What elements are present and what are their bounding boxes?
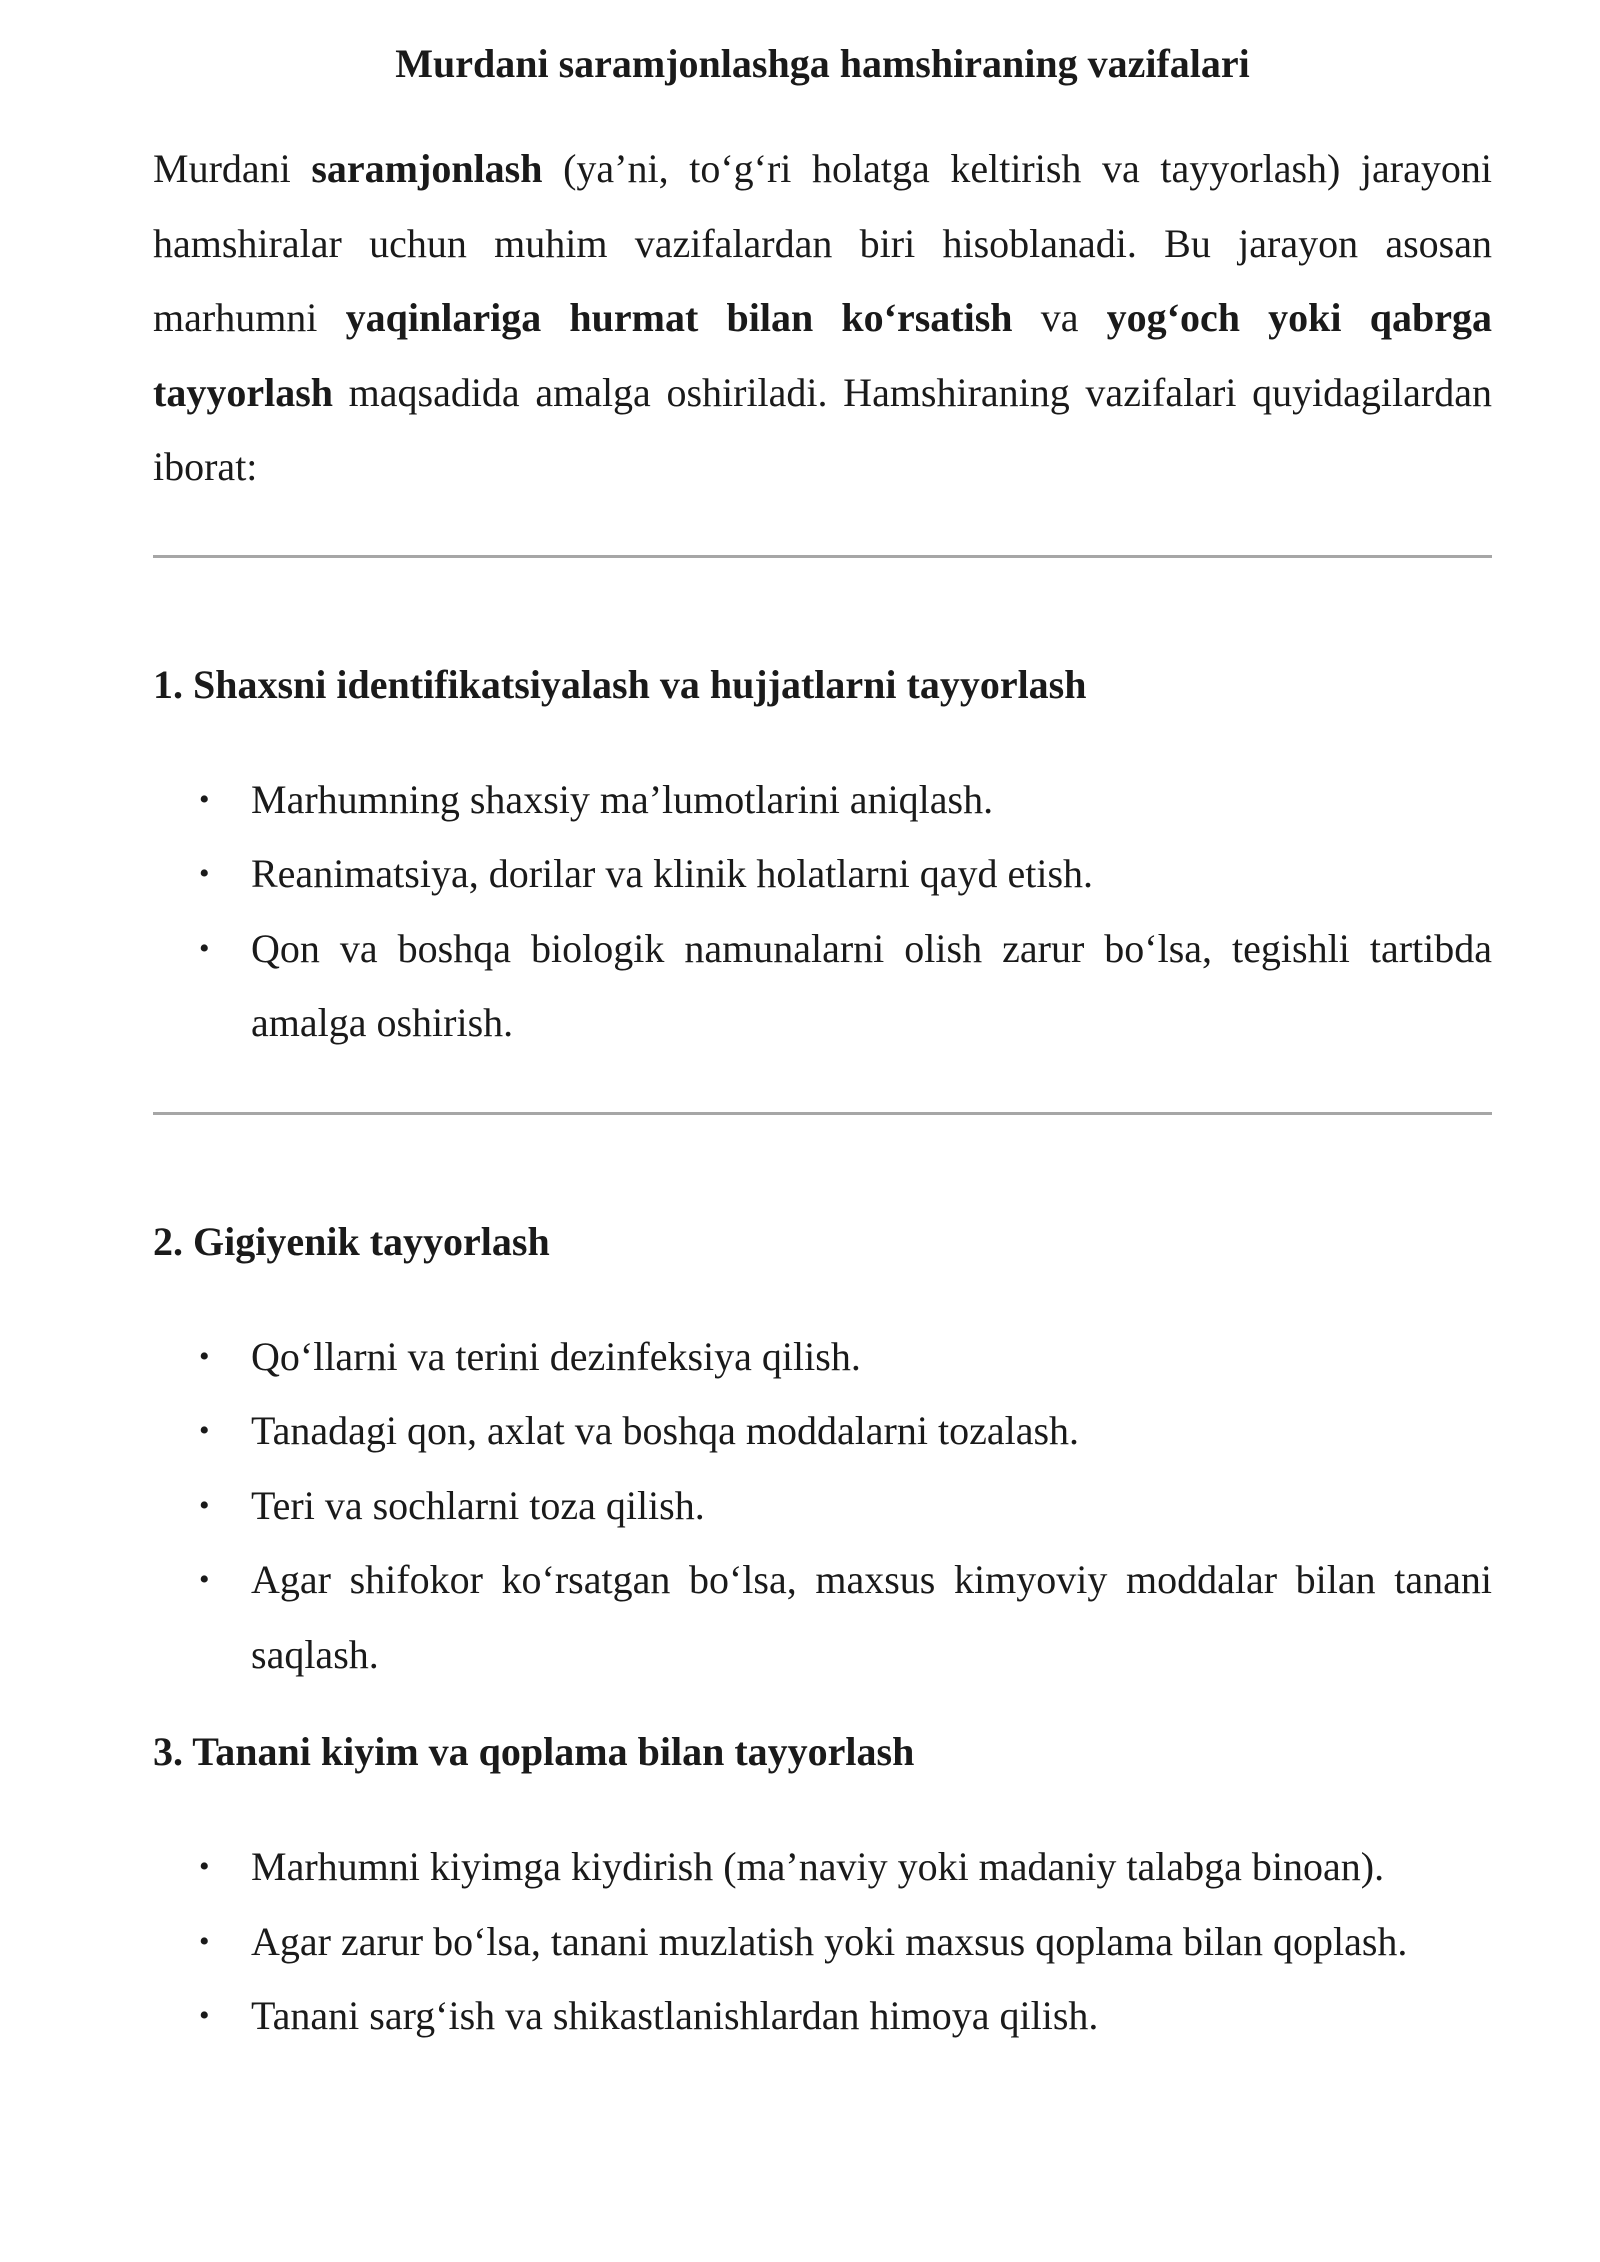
intro-text: va [1012,295,1107,340]
bullet-icon: • [199,1924,210,1958]
list-item-text: Qo‘llarni va terini dezinfeksiya qilish. [251,1333,861,1379]
section-heading: 1. Shaxsni identifikatsiyalash va hujjatlarni tayyorlash [153,661,1087,707]
bullet-icon: • [199,1850,210,1883]
horizontal-divider [153,555,1492,558]
list-item [153,763,1492,838]
section-heading: 3. Tanani kiyim va qoplama bilan tayyorlash [153,1729,915,1774]
document-title: Murdani saramjonlashga hamshiraning vazifalari [395,41,1250,86]
bullet-list [153,1830,1492,2054]
intro-bold-phrase: yaqinlariga hurmat bilan ko‘rsatish [345,295,1013,340]
list-item-text: Marhumning shaxsiy ma’lumotlarini aniqlash. [251,776,994,822]
list-item-text: Teri va sochlarni toza qilish. [251,1482,705,1528]
intro-text: Murdani [153,146,312,191]
list-item [153,1979,1492,2054]
bullet-list [153,763,1492,1061]
bullet-icon: • [199,1563,210,1596]
bullet-icon: • [199,931,210,965]
intro-text: (ya’ni, to‘g‘ri holatga keltirish va tayyorlash) jarayoni hamshiralar uchun muhim vazifalardan biri hisoblanadi. Bu jarayon asosan marhumni [153,146,1492,340]
list-item-text: Tanani sarg‘ish va shikastlanishlardan himoya qilish. [251,1993,1099,2038]
list-item [153,1320,1492,1395]
intro-text: maqsadida amalga oshiriladi. Hamshiraning vazifalari quyidagilardan iborat: [153,369,1492,489]
intro-bold-term: saramjonlash [311,146,543,191]
bullet-icon: • [199,1339,210,1373]
list-item-text: Tanadagi qon, axlat va boshqa moddalarni tozalash. [251,1408,1080,1453]
bullet-icon: • [199,1488,210,1522]
list-item-text: Reanimatsiya, dorilar va klinik holatlarni qayd etish. [251,851,1094,896]
bullet-icon: • [199,1414,210,1447]
bullet-icon: • [199,1999,210,2032]
bullet-icon: • [199,857,210,890]
document-page [153,0,1492,2054]
bullet-icon: • [199,782,210,816]
list-item-text: Agar zarur bo‘lsa, tanani muzlatish yoki maxsus qoplama bilan qoplash. [251,1918,1408,1964]
list-item [153,1830,1492,1905]
list-item [153,1905,1492,1980]
list-item [153,1543,1492,1692]
list-item-text: Marhumni kiyimga kiydirish (ma’naviy yoki madaniy talabga binoan). [251,1844,1385,1889]
section-heading: 2. Gigiyenik tayyorlash [153,1218,550,1264]
intro-paragraph [153,132,1492,505]
list-item [153,912,1492,1061]
list-item [153,1469,1492,1544]
list-item-text: Qon va boshqa biologik namunalarni olish zarur bo‘lsa, tegishli tartibda amalga oshirish. [251,925,1492,1045]
horizontal-divider [153,1112,1492,1115]
intro-bold-phrase: yog‘och yoki qabrga tayyorlash [153,295,1492,415]
list-item-text: Agar shifokor ko‘rsatgan bo‘lsa, maxsus kimyoviy moddalar bilan tanani saqlash. [251,1557,1492,1677]
list-item [153,1394,1492,1469]
list-item [153,837,1492,912]
bullet-list [153,1320,1492,1693]
